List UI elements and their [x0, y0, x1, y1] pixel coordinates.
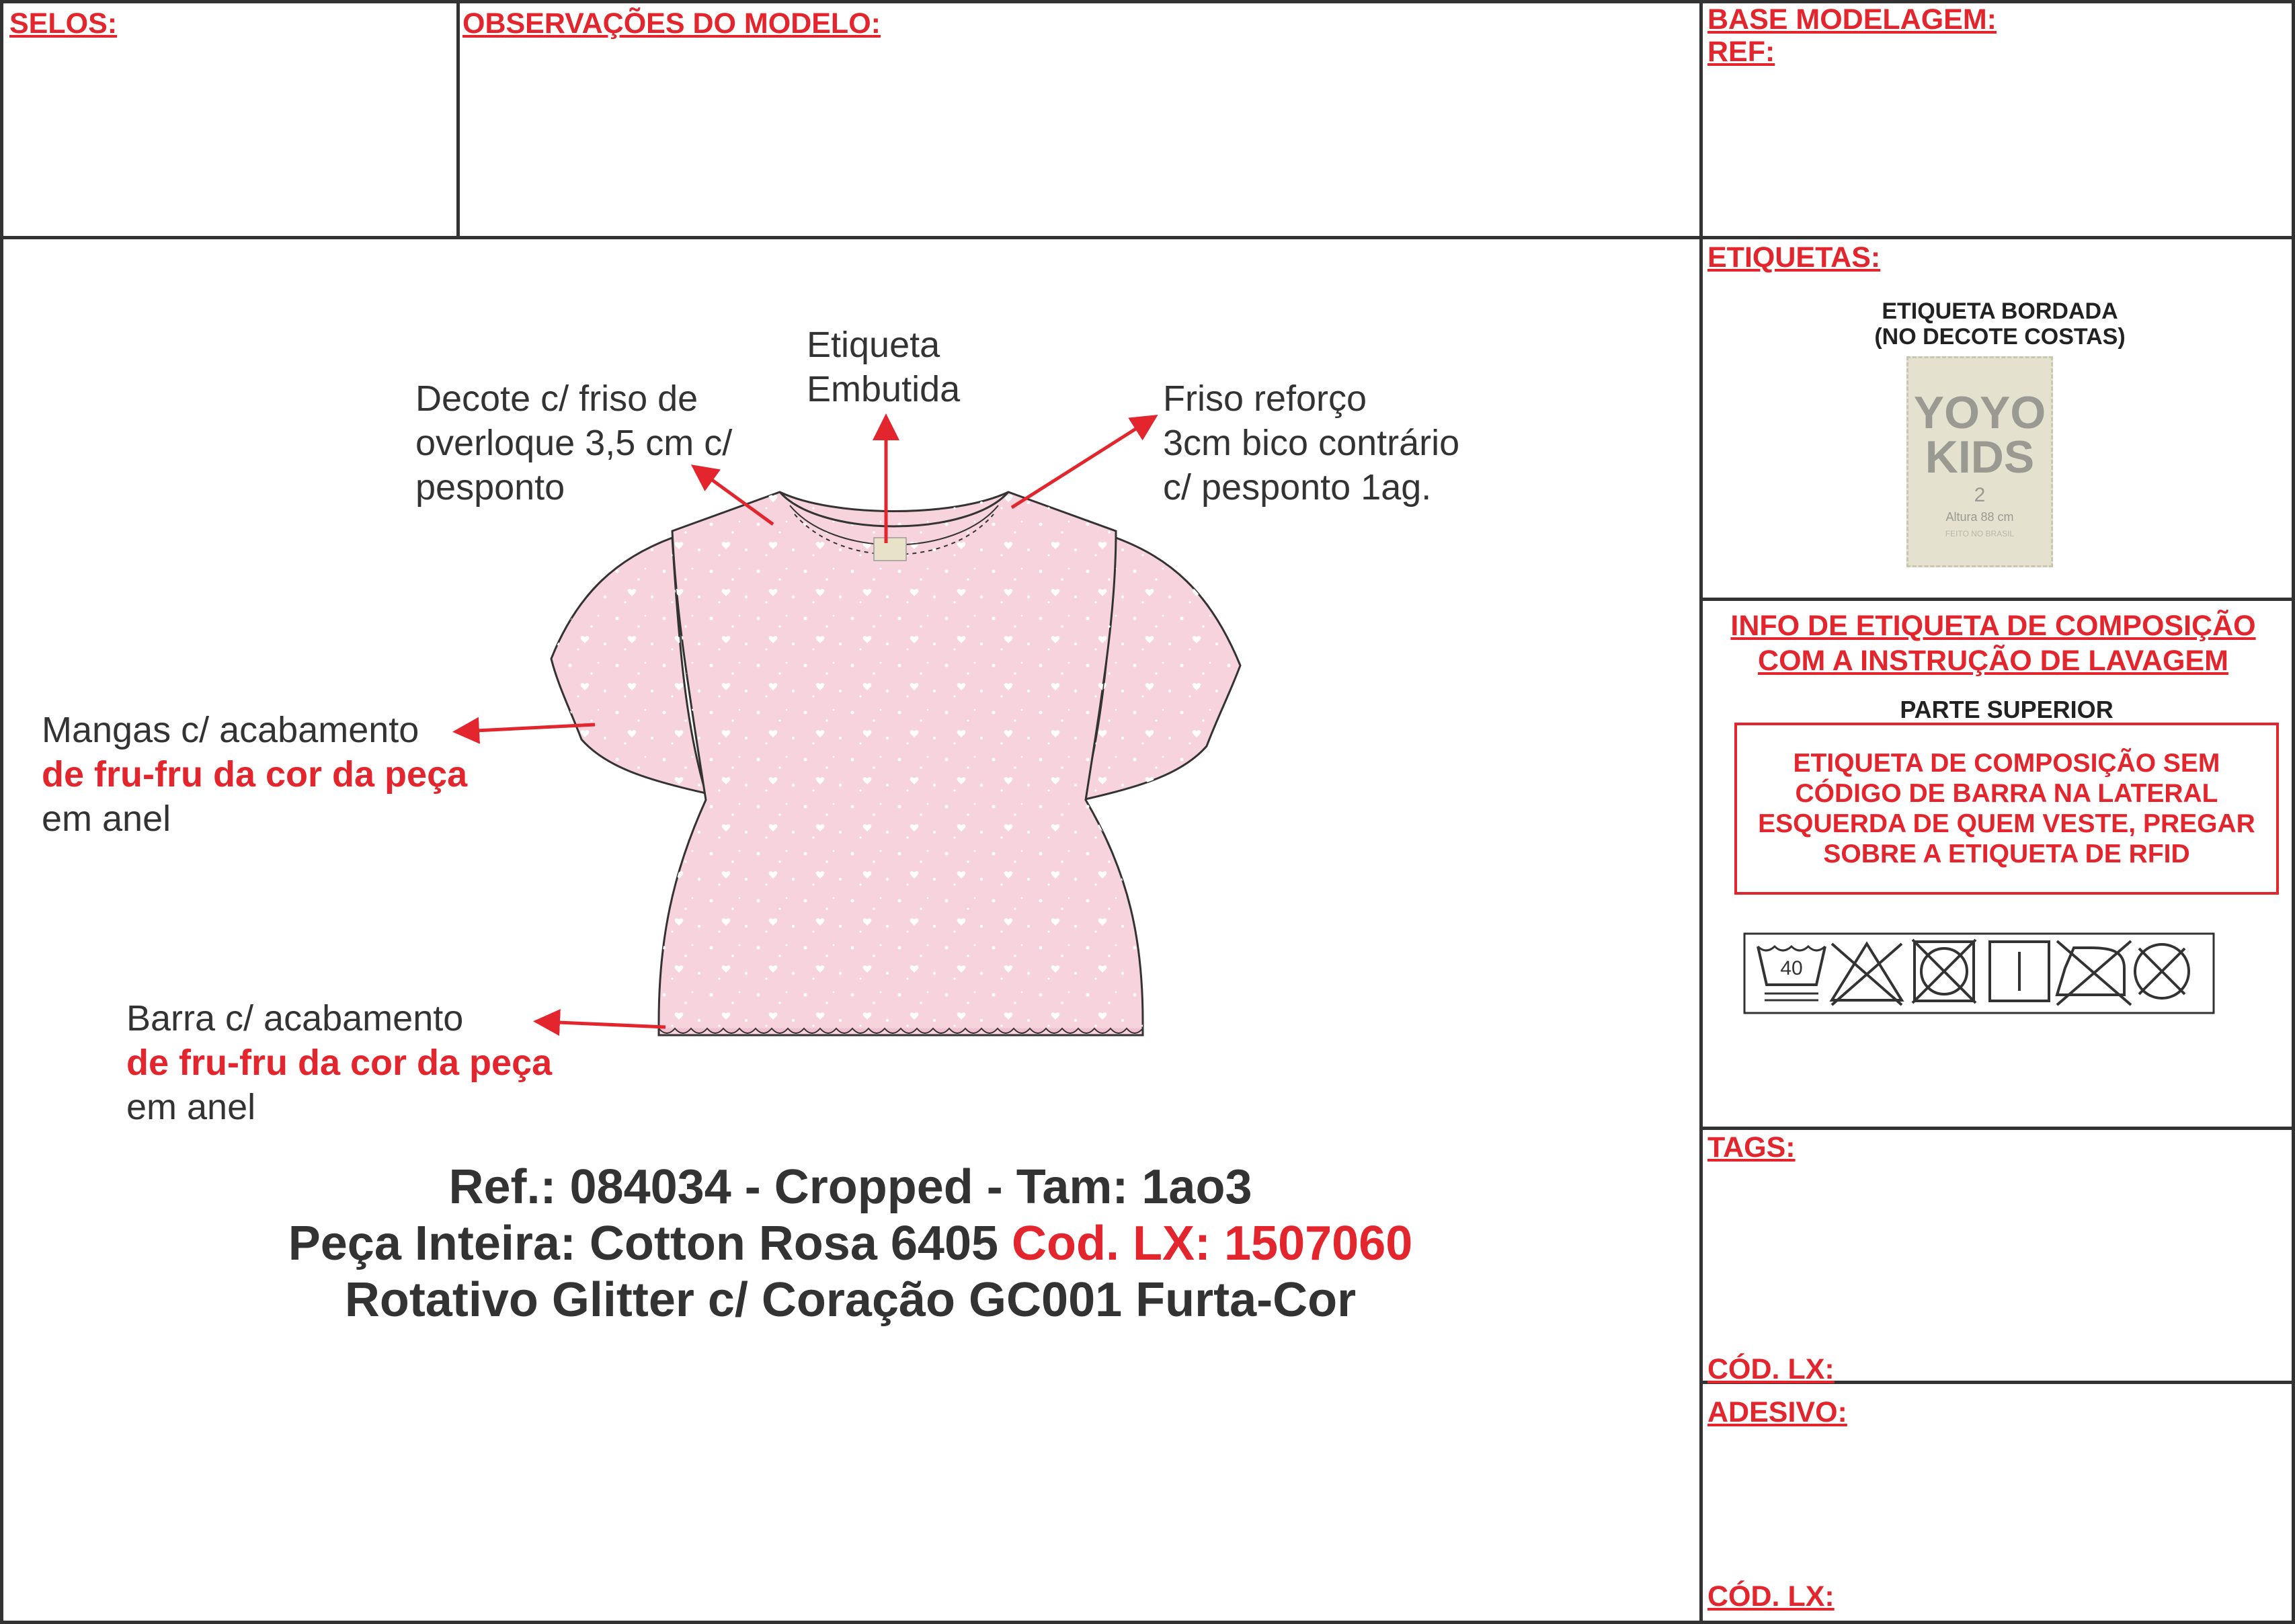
adesivo-cod-lx-label: CÓD. LX:: [1707, 1580, 1835, 1613]
info-composicao-line2: COM A INSTRUÇÃO DE LAVAGEM: [1758, 645, 2228, 677]
base-modelagem-label: BASE MODELAGEM:: [1707, 3, 1997, 36]
label-brand-line2: KIDS: [1925, 432, 2035, 483]
callout-etiqueta-line1: Etiqueta: [807, 325, 940, 365]
shirt-body: [659, 492, 1143, 1035]
callout-mangas-line3: em anel: [42, 799, 171, 839]
label-brand-line1: YOYO: [1913, 387, 2046, 438]
no-tumble-dry-icon: [1912, 940, 1976, 1003]
care-symbols: [1744, 934, 2214, 1013]
callout-decote-line2: overloque 3,5 cm c/: [415, 423, 733, 463]
callout-mangas-line1: Mangas c/ acabamento: [42, 710, 419, 750]
tags-cod-lx-label: CÓD. LX:: [1707, 1353, 1835, 1385]
callout-friso-line2: 3cm bico contrário: [1163, 423, 1460, 463]
parte-superior-label: PARTE SUPERIOR: [1900, 696, 2113, 723]
callout-decote-line3: pesponto: [415, 467, 565, 508]
adesivo-label: ADESIVO:: [1707, 1396, 1847, 1428]
composition-note-line1: ETIQUETA DE COMPOSIÇÃO SEM: [1793, 749, 2220, 778]
arrow-mangas: [462, 725, 595, 731]
wash-temp: 40: [1780, 957, 1803, 979]
info-composicao-line1: INFO DE ETIQUETA DE COMPOSIÇÃO: [1730, 610, 2256, 642]
title-cod-lx: Cod. LX: 1507060: [1012, 1217, 1413, 1270]
callout-etiqueta-line2: Embutida: [807, 369, 961, 409]
label-size: 2: [1974, 484, 1986, 506]
callout-decote-line1: Decote c/ friso de: [415, 378, 698, 419]
arrow-friso: [1012, 420, 1150, 508]
callout-friso-line1: Friso reforço: [1163, 378, 1367, 419]
composition-note-line3: ESQUERDA DE QUEM VESTE, PREGAR: [1758, 809, 2255, 838]
callout-friso-line3: c/ pesponto 1ag.: [1163, 467, 1432, 508]
tags-label: TAGS:: [1707, 1131, 1796, 1164]
title-fabric: Peça Inteira: Cotton Rosa 6405: [288, 1217, 1012, 1270]
title-line3: Rotativo Glitter c/ Coração GC001 Furta-Cor: [344, 1273, 1357, 1327]
title-line1: Ref.: 084034 - Cropped - Tam: 1ao3: [448, 1160, 1252, 1214]
callout-barra-line3: em anel: [126, 1087, 256, 1127]
etiqueta-bordada-line1: ETIQUETA BORDADA: [1882, 298, 2118, 324]
callout-barra-line1: Barra c/ acabamento: [126, 998, 464, 1039]
callout-barra-line2: de fru-fru da cor da peça: [126, 1043, 553, 1083]
composition-note-line4: SOBRE A ETIQUETA DE RFID: [1823, 840, 2190, 868]
arrow-barra: [543, 1022, 666, 1027]
composition-note-line2: CÓDIGO DE BARRA NA LATERAL: [1795, 779, 2218, 808]
etiqueta-bordada-line2: (NO DECOTE COSTAS): [1874, 324, 2126, 350]
label-height: Altura 88 cm: [1945, 510, 2014, 524]
ref-label: REF:: [1707, 36, 1775, 68]
observacoes-label: OBSERVAÇÕES DO MODELO:: [462, 7, 881, 40]
callout-mangas-line2: de fru-fru da cor da peça: [42, 754, 468, 795]
etiquetas-label: ETIQUETAS:: [1707, 241, 1881, 274]
label-origin: FEITO NO BRASIL: [1945, 529, 2015, 538]
selos-label: SELOS:: [9, 7, 118, 40]
